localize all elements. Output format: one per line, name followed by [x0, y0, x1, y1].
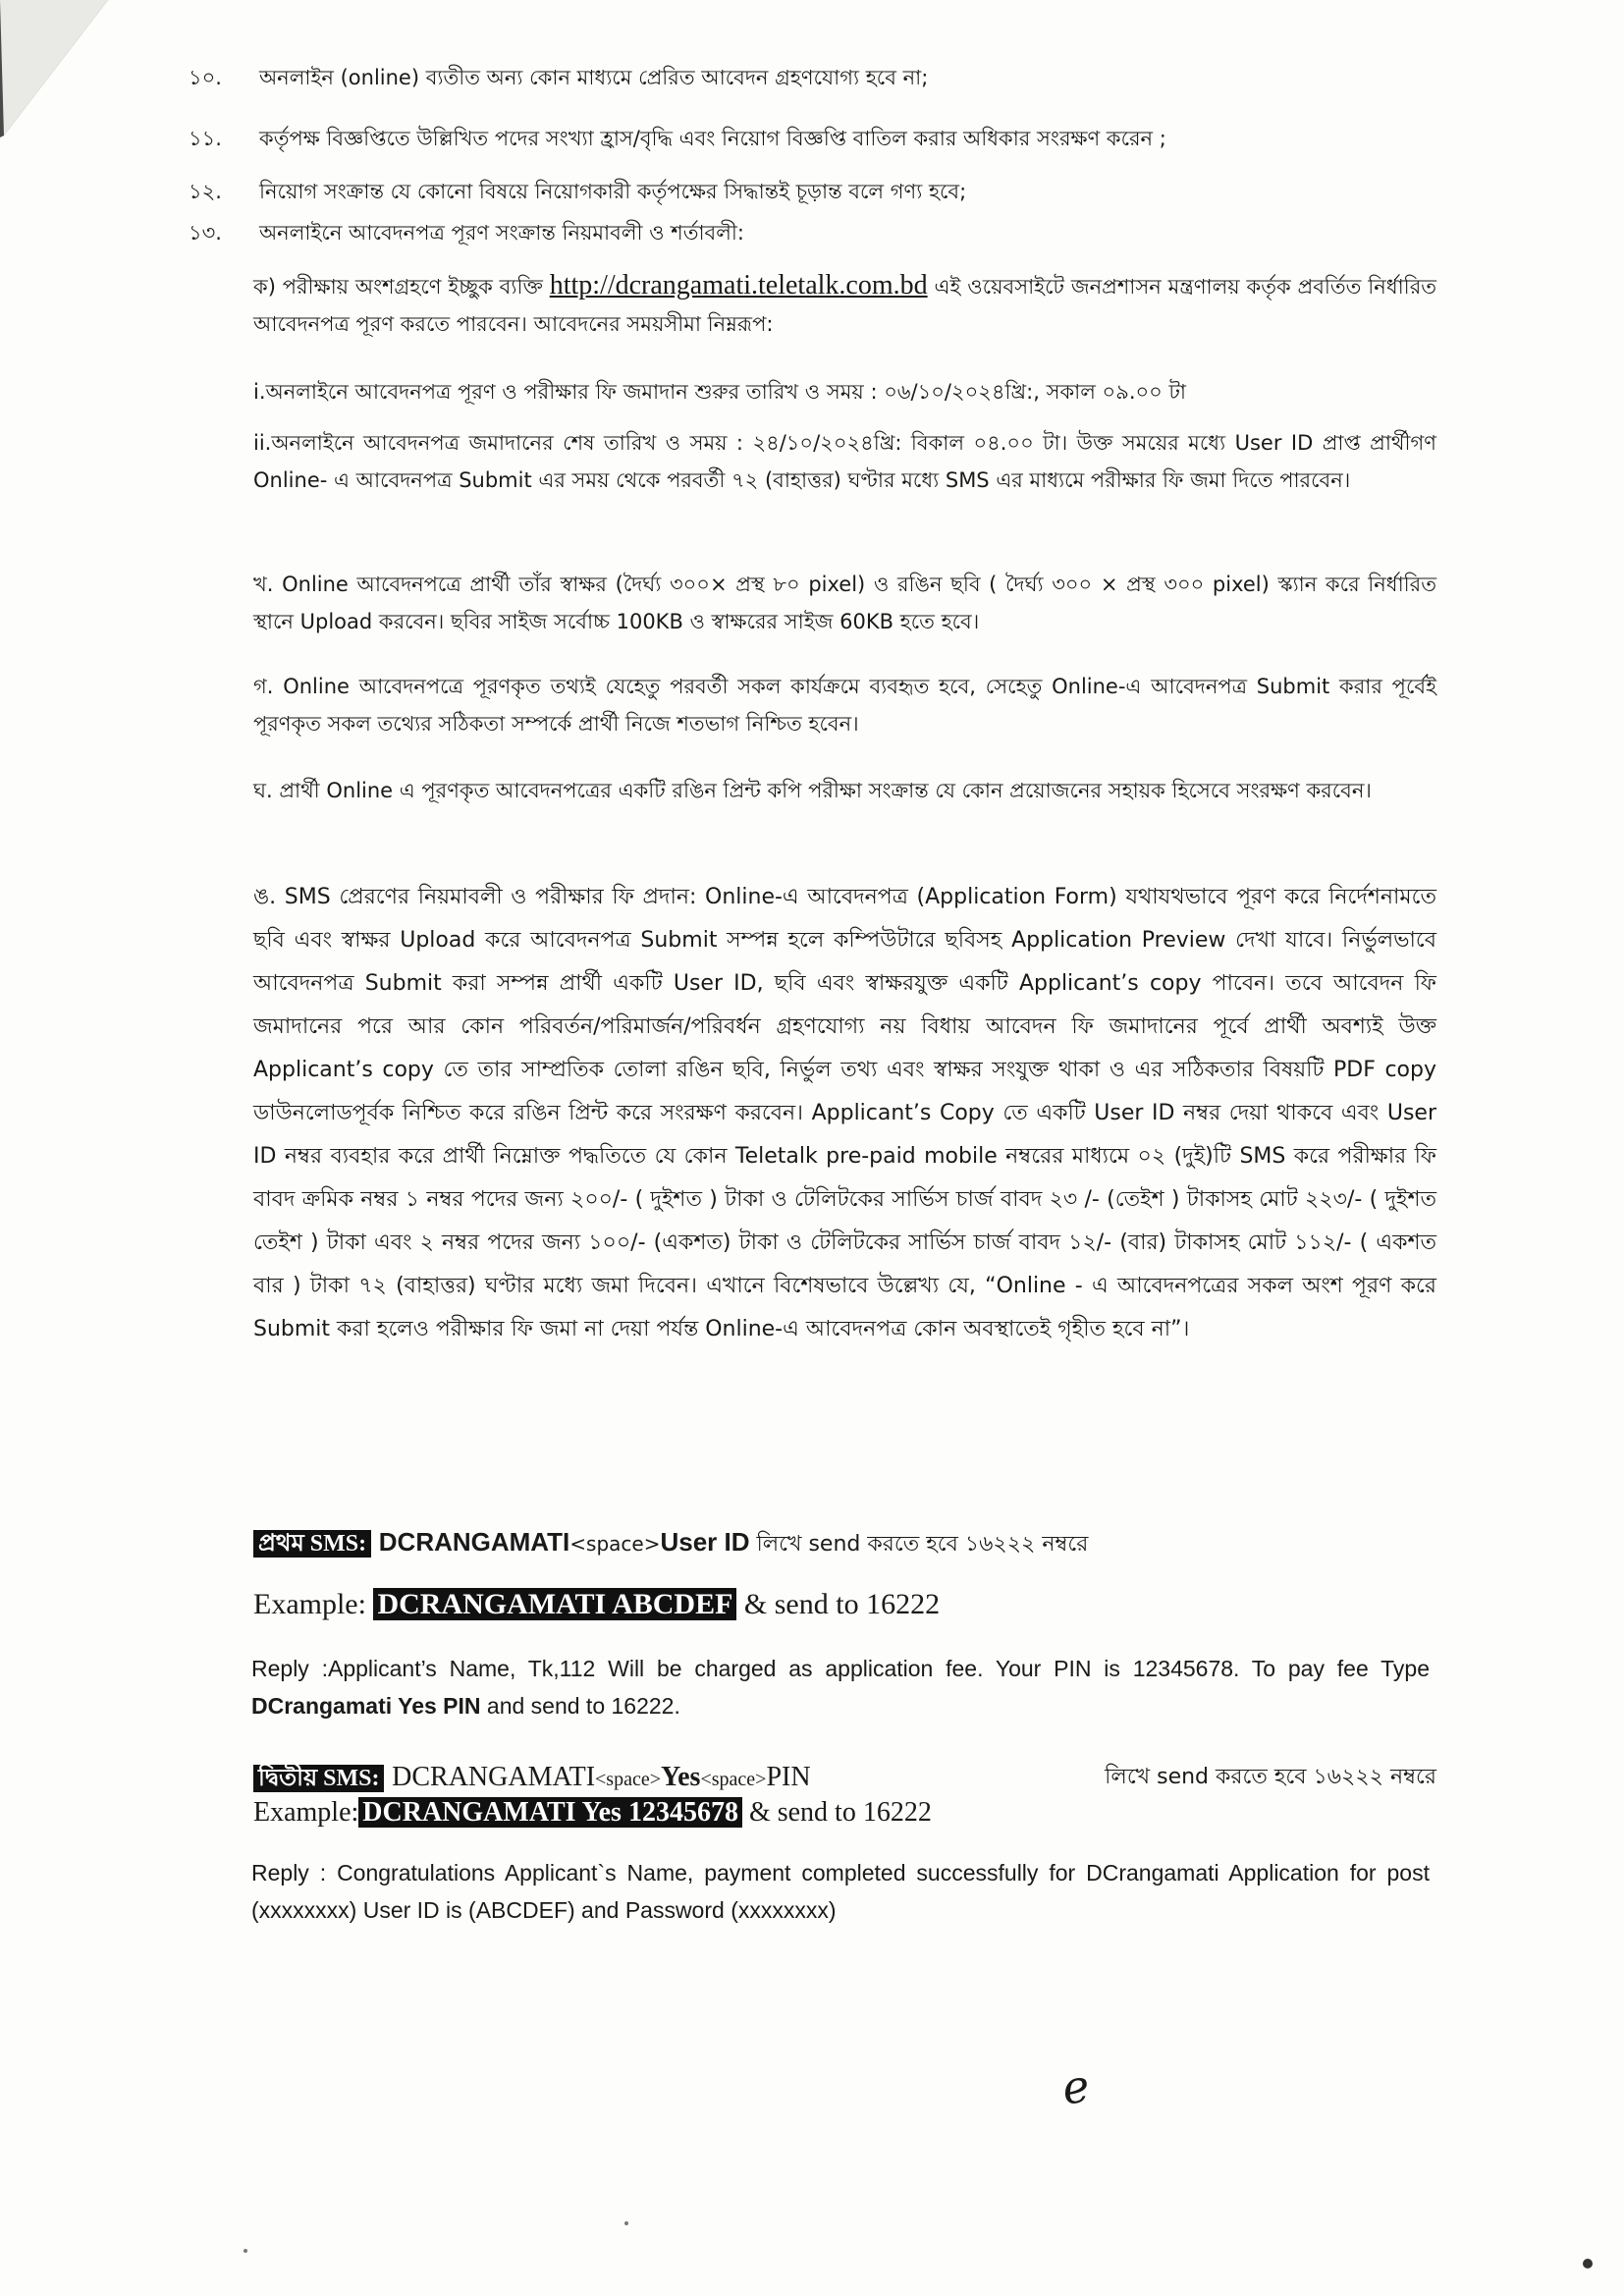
clause-number: ১০. [189, 66, 222, 89]
sms1-reply-end: and send to 16222. [486, 1693, 680, 1719]
timeline-end: ii.অনলাইনে আবেদনপত্র জমাদানের শেষ তারিখ ও সময় : ২৪/১০/২০২৪খ্রি: বিকাল ০৪.০০ টা। উক্ত সময়ের মধ্যে User ID প্রাপ্ত প্রার্থীগণ Online- এ আবেদনপত্র Submit এর সময় থেকে পরবর্তী ৭২ (বাহাত্তর) ঘণ্টার মধ্যে SMS এর মাধ্যমে পরীক্ষার ফি জমা দিতে পারবেন। [253, 431, 1436, 492]
sms1-example-post: & send to 16222 [736, 1588, 941, 1620]
sms1-example [253, 1587, 1436, 1622]
sms1-example-label: Example: [253, 1588, 366, 1620]
clause-number: ১৩. [189, 221, 222, 245]
section-kha: খ. Online আবেদনপত্রে প্রার্থী তাঁর স্বাক্ষর (দৈর্ঘ্য ৩০০× প্রস্থ ৮০ pixel) ও রঙিন ছবি ( দৈর্ঘ্য ৩০০ × প্রস্থ ৩০০ pixel) স্ক্যান করে নির্ধারিত স্থানে Upload করবেন। ছবির সাইজ সর্বোচ্চ 100KB ও স্বাক্ষরের সাইজ 60KB হতে হবে। [253, 573, 1436, 633]
sms2-example [253, 1795, 1436, 1831]
clause-text: অনলাইন (online) ব্যতীত অন্য কোন মাধ্যমে প্রেরিত আবেদন গ্রহণযোগ্য হবে না; [259, 66, 929, 89]
speck [244, 2249, 247, 2253]
sms1-reply-bold: DCrangamati Yes PIN [251, 1693, 481, 1719]
signature-mark: e [1058, 2058, 1093, 2115]
clause-text: নিয়োগ সংক্রান্ত যে কোনো বিষয়ে নিয়োগকারী কর্তৃপক্ষের সিদ্ধান্তই চূড়ান্ত বলে গণ্য হবে; [259, 180, 967, 203]
section-ka-intro: ক) পরীক্ষায় অংশগ্রহণে ইচ্ছুক ব্যক্তি [253, 275, 550, 299]
clause-text: কর্তৃপক্ষ বিজ্ঞপ্তিতে উল্লিখিত পদের সংখ্যা হ্রাস/বৃদ্ধি এবং নিয়োগ বিজ্ঞপ্তি বাতিল করার অধিকার সংরক্ষণ করেন ; [259, 127, 1166, 150]
sms1-example-code: DCRANGAMATI ABCDEF [373, 1588, 736, 1620]
section-uma: ঙ. SMS প্রেরণের নিয়মাবলী ও পরীক্ষার ফি প্রদান: Online-এ আবেদনপত্র (Application Form) যথাযথভাবে পূরণ করে নির্দেশনামতে ছবি এবং স্বাক্ষর Upload করে আবেদনপত্র Submit সম্পন্ন হলে কম্পিউটারে ছবিসহ Application Preview দেখা যাবে। নির্ভুলভাবে আবেদনপত্র Submit করা সম্পন্ন প্রার্থী একটি User ID, ছবি এবং স্বাক্ষরযুক্ত একটি Applicant’s copy পাবেন। তবে আবেদন ফি জমাদানের পরে আর কোন পরিবর্তন/পরিমার্জন/পরিবর্ধন গ্রহণযোগ্য নয় বিধায় আবেদন ফি জমাদানের পূর্বে প্রার্থী অবশ্যই উক্ত Applicant’s copy তে তার সাম্প্রতিক তোলা রঙিন ছবি, নির্ভুল তথ্য এবং স্বাক্ষর সংযুক্ত থাকা ও এর সঠিকতার বিষয়টি PDF copy ডাউনলোডপূর্বক নিশ্চিত করে রঙিন প্রিন্ট করে সংরক্ষণ করবেন। Applicant’s Copy তে একটি User ID নম্বর দেয়া থাকবে এবং User ID নম্বর ব্যবহার করে প্রার্থী নিম্নোক্ত পদ্ধতিতে যে কোন Teletalk pre-paid mobile নম্বরের মাধ্যমে ০২ (দুই)টি SMS করে পরীক্ষার ফি বাবদ ক্রমিক নম্বর ১ নম্বর পদের জন্য ২০০/- ( দুইশত ) টাকা ও টেলিটকের সার্ভিস চার্জ বাবদ ২৩ /- (তেইশ ) টাকাসহ মোট ২২৩/- ( দুইশত তেইশ ) টাকা এবং ২ নম্বর পদের জন্য ১০০/- (একশত) টাকা ও টেলিটকের সার্ভিস চার্জ বাবদ ১২/- (বার) টাকাসহ মোট ১১২/- ( একশত বার ) টাকা ৭২ (বাহাত্তর) ঘণ্টার মধ্যে জমা দিবেন। এখানে বিশেষভাবে উল্লেখ্য যে, “Online - এ আবেদনপত্রের সকল অংশ পূরণ করে Submit করা হলেও পরীক্ষার ফি জমা না দেয়া পর্যন্ত Online-এ আবেদনপত্র কোন অবস্থাতেই গৃহীত হবে না”। [253, 885, 1436, 1341]
sms2-instruction [253, 1760, 1436, 1797]
section-ga: গ. Online আবেদনপত্রে পূরণকৃত তথ্যই যেহেতু পরবর্তী সকল কার্যক্রমে ব্যবহৃত হবে, সেহেতু Online-এ আবেদনপত্র Submit করার পূর্বেই পূরণকৃত সকল তথ্যের সঠিকতা সম্পর্কে প্রার্থী নিজে শতভাগ নিশ্চিত হবেন। [253, 675, 1436, 736]
section-ka [253, 267, 1436, 343]
timeline-start: i.অনলাইনে আবেদনপত্র পূরণ ও পরীক্ষার ফি জমাদান শুরুর তারিখ ও সময় : ০৬/১০/২০২৪খ্রি:, সকাল ০৯.০০ টা [253, 380, 1187, 404]
speck [624, 2221, 628, 2225]
sms1-reply-text: Reply :Applicant’s Name, Tk,112 Will be charged as application fee. Your PIN is 12345678. To pay fee Type [251, 1656, 1430, 1681]
clause-number: ১২. [189, 180, 222, 203]
clause-number: ১১. [189, 127, 222, 150]
sms2-example-code: DCRANGAMATI Yes 12345678 [358, 1797, 742, 1828]
sms1-reply [251, 1650, 1430, 1724]
sms2-space-2: <space> [700, 1769, 767, 1790]
section-ka-rest: এই ওয়েবসাইটে জনপ্রশাসন মন্ত্রণালয় কর্তৃক প্রবর্তিত নির্ধারিত আবেদনপত্র পূরণ করতে পারবেন। আবেদনের সময়সীমা নিম্নরূপ: [253, 275, 1437, 336]
sms1-command-b: User ID [660, 1527, 750, 1557]
sms1-instruction [253, 1524, 1436, 1562]
sms2-post: লিখে send করতে হবে ১৬২২২ নম্বরে [1105, 1765, 1436, 1789]
sms2-tag: দ্বিতীয় SMS: [253, 1765, 384, 1792]
sms2-command-a: DCRANGAMATI [392, 1762, 596, 1792]
sms2-space-1: <space> [595, 1769, 662, 1790]
clause-text: অনলাইনে আবেদনপত্র পূরণ সংক্রান্ত নিয়মাবলী ও শর্তাবলী: [259, 221, 744, 245]
folded-corner-mark [0, 0, 147, 147]
website-link[interactable]: http://dcrangamati.teletalk.com.bd [549, 270, 928, 301]
sms2-reply: Reply : Congratulations Applicant`s Name, payment completed successfully for DCrangamati Application for post (xxxxxxxx) User ID is (ABCDEF) and Password (xxxxxxxx) [251, 1860, 1430, 1923]
sms2-example-label: Example: [253, 1797, 359, 1828]
sms2-example-post: & send to 16222 [741, 1797, 932, 1828]
sms1-space: <space> [569, 1532, 661, 1556]
sms1-post: লিখে send করতে হবে ১৬২২২ নম্বরে [749, 1532, 1089, 1557]
sms1-tag: প্রথম SMS: [253, 1530, 371, 1558]
section-gha: ঘ. প্রার্থী Online এ পূরণকৃত আবেদনপত্রের একটি রঙিন প্রিন্ট কপি পরীক্ষা সংক্রান্ত যে কোন প্রয়োজনের সহায়ক হিসেবে সংরক্ষণ করবেন। [253, 779, 1372, 802]
sms2-command-b: Yes [661, 1762, 701, 1792]
sms1-command-a: DCRANGAMATI [378, 1527, 570, 1557]
speck [1583, 2259, 1593, 2269]
sms2-command-c: PIN [766, 1762, 811, 1792]
